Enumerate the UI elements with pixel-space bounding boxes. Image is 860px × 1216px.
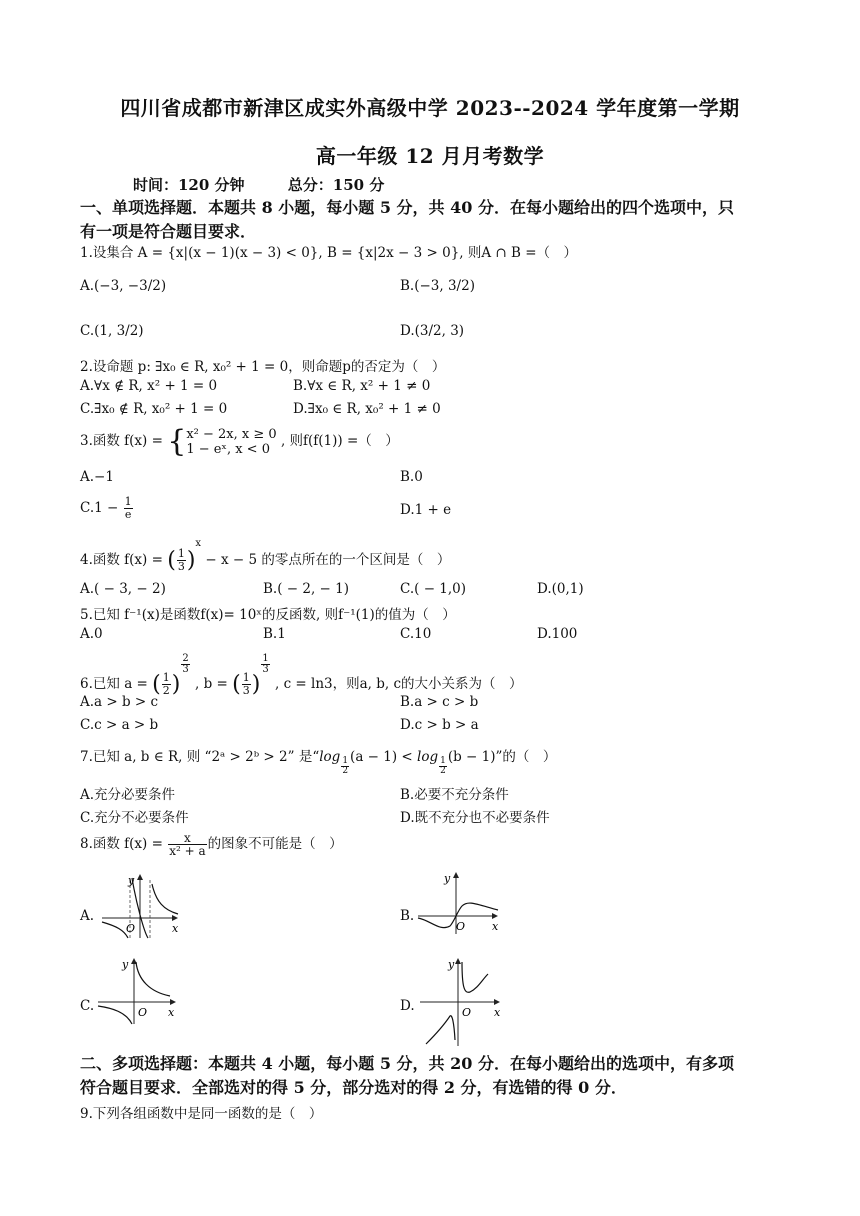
q8-num: x [168,832,206,845]
q4-option-a: A.( − 3, − 2) [80,581,166,597]
q4-base-num: 1 [177,547,185,560]
exam-subtitle: 高一年级 12 月月考数学 [315,144,545,168]
q4-base [177,548,186,573]
exam-info [133,174,422,195]
q6-b-label: , b = [195,676,228,692]
q8-option-a-label: A. [80,908,95,924]
q1-option-a: A.(−3, −3/2) [80,278,167,294]
q3-option-a: A.−1 [80,469,114,485]
q9-stem: 9.下列各组函数中是同一函数的是（ ） [80,1106,323,1122]
q8-prefix: 8.函数 f(x) = [80,836,163,852]
q2-option-c: C.∃x₀ ∉ R, x₀² + 1 = 0 [80,401,228,417]
q4-option-c: C.( − 1,0) [400,581,467,597]
q8-option-c-label: C. [80,998,95,1014]
q7-option-b: B.必要不充分条件 [400,787,509,803]
q7-log2-base-num: 1 [440,756,446,766]
q6-a-exp-den: 3 [182,664,189,675]
q8-graph-a-o: O [126,922,136,935]
q6-a-base [162,672,171,697]
q7-prefix: 7.已知 a, b ∈ R, 则 “2ᵃ > 2ᵇ > 2” 是“ [80,749,320,765]
q5-option-c: C.10 [400,626,432,642]
q8-graph-c-x: x [168,1006,175,1019]
q1-option-d: D.(3/2, 3) [400,323,465,339]
exam-score: 总分：150 分 [287,176,385,194]
q5-option-b: B.1 [263,626,286,642]
q4-base-den: 3 [177,560,185,573]
q3-option-d: D.1 + e [400,502,452,518]
q6-b-base-num: 1 [242,671,250,684]
q6-a-exp [181,654,189,675]
q4-option-b: B.( − 2, − 1) [263,581,350,597]
q4-stem: 4.函数 f(x) = ( $\frac{1}{3}$ )$^x$ − x − 5 的零点所在的一个区间是（ ） [80,538,451,573]
q8-graph-d-y: y [448,958,455,971]
q6-a-exp-num: 2 [182,653,189,664]
q7-mid: (a − 1) < [350,749,413,765]
q8-graph-c-o: O [138,1006,148,1019]
q3-option-b: B.0 [400,469,423,485]
q8-graph-a-x: x [172,922,179,935]
q2-option-d: D.∃x₀ ∈ R, x₀² + 1 ≠ 0 [293,401,441,417]
q5-stem: 5.已知 f⁻¹(x)是函数f(x)= 10ˣ的反函数, 则f⁻¹(1)的值为（ ） [80,607,456,623]
q8-option-d-label: D. [400,998,415,1014]
q7-stem [80,745,556,776]
q6-b-base-den: 3 [242,684,250,697]
q8-graph-b-y: y [444,872,451,885]
q8-graph-a-y: y [128,874,135,887]
q8-graph-a [98,872,188,940]
q3-prefix: 3.函数 f(x) = [80,433,163,449]
q8-graph-c [96,956,186,1026]
q3-stem: 3.函数 f(x) = { x² − 2x, x ≥ 0 1 − eˣ, x < 0 , 则f(f(1)) =（ ） [80,424,399,459]
q6-b-exp-den: 3 [262,664,269,675]
q6-a-base-den: 2 [162,684,170,697]
q3-c-den: e [124,508,132,521]
q6-b-base [242,672,251,697]
section2-heading-line2: 符合题目要求．全部选对的得 5 分，部分选对的得 2 分，有选错的得 0 分． [80,1078,627,1097]
q6-stem: 6.已知 a = ( $\frac{1}{2}$ ) $\frac{2}{3}$ , b = ( $\frac{1}{3}$ ) $\frac{1}{3}$ , c = ln3，则a, b, c的大小关系为（ ） [80,653,523,697]
q8-option-b-label: B. [400,908,415,924]
q7-log1-base-den: 2 [342,766,349,776]
q6-a-label: a = [124,676,148,692]
exam-time: 时间：120 分钟 [133,176,245,194]
q1-stem: 1.设集合 A = {x|(x − 1)(x − 3) < 0}, B = {x|2x − 3 > 0}, 则A ∩ B =（ ） [80,245,578,261]
q3-case2: 1 − eˣ, x < 0 [186,441,270,457]
q6-suffix: ，则a, b, c的大小关系为（ ） [332,676,523,692]
q8-stem [80,832,343,857]
q4-prefix: 4.函数 f(x) = [80,552,163,568]
q8-graph-b [416,870,506,936]
q4-option-d: D.(0,1) [537,581,584,597]
q4-suffix: − x − 5 的零点所在的一个区间是（ ） [205,552,451,568]
q6-a-base-num: 1 [162,671,170,684]
q7-tail: (b − 1)”的（ ） [447,749,557,765]
q6-option-b: B.a > c > b [400,694,479,710]
q8-graph-d [418,956,508,1048]
q5-option-d: D.100 [537,626,578,642]
q6-option-d: D.c > b > a [400,717,479,733]
q3-piecewise [186,427,276,457]
q7-log2: log [417,749,439,765]
section1-heading [80,196,780,244]
q6-b-exp [261,654,269,675]
q3-case1: x² − 2x, x ≥ 0 [186,426,277,442]
q6-option-a: A.a > b > c [80,694,159,710]
q8-suffix: 的图象不可能是（ ） [207,836,343,852]
exam-title: 四川省成都市新津区成实外高级中学 2023--2024 学年度第一学期 [120,96,740,120]
q6-prefix: 6.已知 [80,676,120,692]
q3-c-num: 1 [124,495,132,508]
q1-option-c: C.(1, 3/2) [80,323,144,339]
q7-log2-base [439,757,447,776]
q6-b-exp-num: 1 [262,653,269,664]
q5-option-a: A.0 [80,626,103,642]
q2-option-b: B.∀x ∈ R, x² + 1 ≠ 0 [293,378,431,394]
q6-c-label: , c = ln3 [274,676,333,692]
q7-option-c: C.充分不必要条件 [80,810,189,826]
q7-log2-base-den: 2 [440,766,446,776]
q3-option-c [80,496,134,521]
section1-heading-line1: 一、单项选择题．本题共 8 小题，每小题 5 分，共 40 分．在每小题给出的四个选项中，只 [80,198,734,217]
q6-option-c: C.c > a > b [80,717,159,733]
q8-graph-d-o: O [462,1006,472,1019]
q8-den: x² + a [169,844,206,858]
q3-option-c-prefix: C.1 − [80,500,119,516]
section2-heading-line1: 二、多项选择题：本题共 4 小题，每小题 5 分，共 20 分．在每小题给出的选项中，有多项 [80,1054,734,1073]
q7-log1-base-num: 1 [342,756,349,766]
q8-fraction [168,832,206,857]
q2-option-a: A.∀x ∉ R, x² + 1 = 0 [80,378,218,394]
q8-graph-c-y: y [122,958,129,971]
section1-heading-line2: 有一项是符合题目要求． [80,222,257,241]
q3-option-c-fraction [124,496,133,521]
q7-option-d: D.既不充分也不必要条件 [400,810,550,826]
q8-graph-d-x: x [494,1006,501,1019]
q8-graph-b-o: O [456,920,466,933]
q7-log1-base [341,757,349,776]
q8-graph-b-x: x [492,920,499,933]
q2-stem: 2.设命题 p: ∃x₀ ∈ R, x₀² + 1 = 0，则命题p的否定为（ ） [80,359,446,375]
q3-suffix: , 则f(f(1)) =（ ） [280,433,399,449]
q7-log1: log [319,749,341,765]
q4-exponent: x [195,538,202,549]
q1-option-b: B.(−3, 3/2) [400,278,475,294]
q7-option-a: A.充分必要条件 [80,787,176,803]
section2-heading [80,1052,780,1100]
